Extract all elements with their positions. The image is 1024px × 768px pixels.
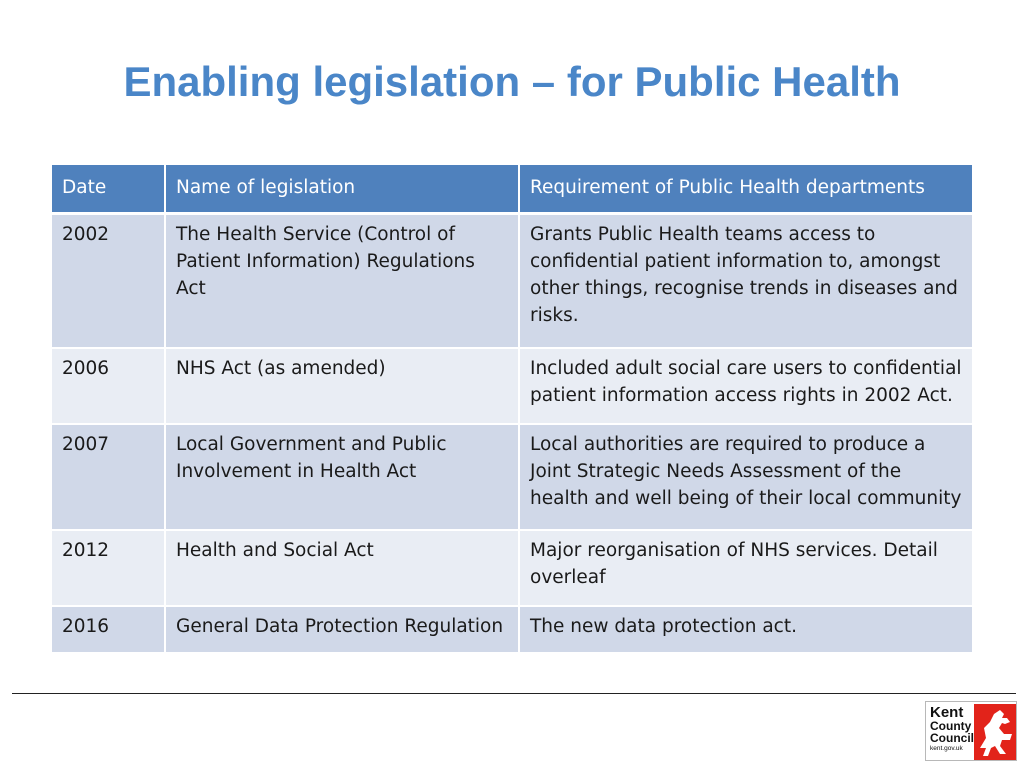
table-row [52,530,972,606]
cell-legislation-name: The Health Service (Control of Patient Information) Regulations Act [165,214,519,349]
logo-line-county: County [930,719,972,733]
table-row [52,424,972,530]
table-row [52,606,972,653]
logo-line-kent: Kent [930,704,964,721]
table-row [52,214,972,349]
cell-requirement: Local authorities are required to produce a Joint Strategic Needs Assessment of the health and well being of their local community [519,424,972,530]
cell-requirement: The new data protection act. [519,606,972,653]
logo-line-council: Council [930,731,974,745]
kent-county-council-logo [925,701,1017,761]
footer-divider [12,693,1016,694]
cell-date: 2007 [52,424,165,530]
cell-legislation-name: Health and Social Act [165,530,519,606]
legislation-table [52,165,972,654]
header-name-of-legislation: Name of legislation [165,165,519,214]
cell-requirement: Grants Public Health teams access to confidential patient information to, amongst other things, recognise trends in diseases and risks. [519,214,972,349]
cell-requirement: Major reorganisation of NHS services. Detail overleaf [519,530,972,606]
cell-requirement: Included adult social care users to confidential patient information access rights in 2002 Act. [519,348,972,424]
white-horse-icon [974,704,1016,760]
cell-date: 2006 [52,348,165,424]
table-header-row [52,165,972,214]
cell-legislation-name: Local Government and Public Involvement in Health Act [165,424,519,530]
cell-date: 2016 [52,606,165,653]
cell-date: 2012 [52,530,165,606]
cell-legislation-name: General Data Protection Regulation [165,606,519,653]
header-requirement: Requirement of Public Health departments [519,165,972,214]
table-row [52,348,972,424]
cell-legislation-name: NHS Act (as amended) [165,348,519,424]
slide-title: Enabling legislation – for Public Health [123,58,901,105]
logo-text [930,705,974,753]
logo-url: kent.gov.uk [930,745,963,752]
header-date: Date [52,165,165,214]
cell-date: 2002 [52,214,165,349]
